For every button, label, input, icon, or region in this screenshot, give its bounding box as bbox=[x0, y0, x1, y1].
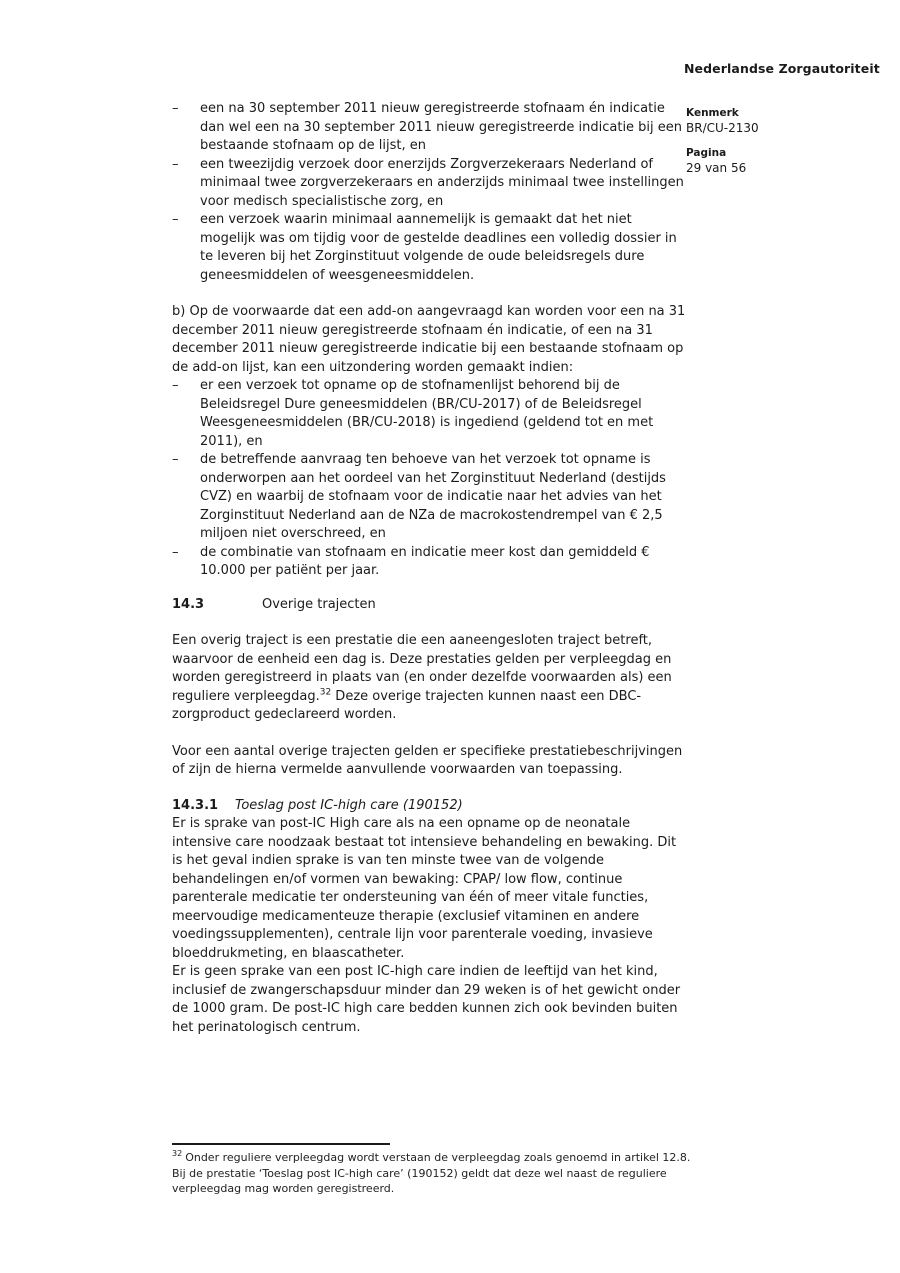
paragraph-condition-b: b) Op de voorwaarde dat een add-on aangevraagd kan worden voor een na 31 december 2011 nieuw geregistreerde stofnaam én indicatie, of een na 31 december 2011 nieuw geregistreerde indicatie bij een bestaande stofnaam op de add-on lijst, kan een uitzondering worden gemaakt indien: bbox=[172, 304, 686, 375]
list-item-text: de betreffende aanvraag ten behoeve van het verzoek tot opname is onderworpen aan het oordeel van het Zorginstituut Nederland (destijds CVZ) en waarbij de stofnaam voor de indicatie naar het advies van het Zorginstituut Nederland aan de NZa de macrokostendrempel van € 2,5 miljoen niet overschreed, en bbox=[200, 452, 666, 541]
list-item bbox=[172, 100, 686, 156]
body-text-column bbox=[172, 100, 686, 1037]
footnote-text bbox=[172, 1150, 692, 1197]
footnote-block bbox=[172, 1143, 692, 1197]
list-item bbox=[172, 544, 686, 581]
section-number: 14.3 bbox=[172, 596, 205, 612]
list-item bbox=[172, 156, 686, 212]
dash-bullet: – bbox=[172, 156, 179, 172]
paragraph-post-ic-definition: Er is sprake van post-IC High care als na een opname op de neonatale intensive care noodzaak bestaat tot intensieve behandeling en bewaking. Dit is het geval indien sprake is van ten minste twee van de volgende behandelingen en/of vormen van bewaking: CPAP/ low flow, continue parenterale medicatie ter ondersteuning van één of meer vitale functies, meervoudige medicamenteuze therapie (exclusief vitaminen en andere voedingssupplementen), centrale lijn voor parenterale voeding, invasieve bloeddrukmeting, en blaascatheter. bbox=[172, 816, 677, 961]
paragraph-overig-traject bbox=[172, 632, 686, 725]
conditions-list-a bbox=[172, 100, 686, 285]
conditions-list-b bbox=[172, 377, 686, 581]
dash-bullet: – bbox=[172, 544, 179, 560]
list-item bbox=[172, 451, 686, 544]
list-item-text: een tweezijdig verzoek door enerzijds Zorgverzekeraars Nederland of minimaal twee zorgverzekeraars en anderzijds minimaal twee instellingen voor medisch specialistische zorg, en bbox=[200, 156, 684, 209]
list-item-text: een verzoek waarin minimaal aannemelijk is gemaakt dat het niet mogelijk was om tijdig voor de gestelde deadlines een volledig dossier in te leveren bij het Zorginstituut volgende de oude beleidsregels dure geneesmiddelen of weesgeneesmiddelen. bbox=[200, 212, 677, 283]
kenmerk-value: BR/CU-2130 bbox=[686, 121, 759, 135]
dash-bullet: – bbox=[172, 101, 179, 116]
list-item bbox=[172, 211, 686, 285]
paragraph-specifieke-voorwaarden: Voor een aantal overige trajecten gelden er specifieke prestatiebeschrijvingen of zijn de hierna vermelde aanvullende voorwaarden van toepassing. bbox=[172, 743, 683, 777]
list-item-text: de combinatie van stofnaam en indicatie meer kost dan gemiddeld € 10.000 per patiënt per jaar. bbox=[200, 544, 650, 578]
dash-bullet: – bbox=[172, 212, 179, 227]
dash-bullet: – bbox=[172, 452, 179, 467]
kenmerk-label: Kenmerk bbox=[686, 107, 739, 119]
section-heading-14-3 bbox=[172, 596, 686, 615]
paragraph-text-part1: Een overig traject is een prestatie die een aaneengesloten traject betreft, waarvoor de eenheid een dag is. Deze prestaties gelden per verpleegdag en worden geregistreerd in plaats van (en onder dezelfde voorwaarden als) een reguliere verpleegdag. bbox=[172, 633, 672, 704]
section-number: 14.3.1 bbox=[172, 797, 219, 813]
pagina-label: Pagina bbox=[686, 147, 727, 159]
dash-bullet: – bbox=[172, 378, 179, 393]
section-heading-14-3-1 bbox=[172, 797, 686, 816]
list-item-text: er een verzoek tot opname op de stofnamenlijst behorend bij de Beleidsregel Dure geneesmiddelen (BR/CU-2017) of de Beleidsregel Weesgeneesmiddelen (BR/CU-2018) is ingediend (geldend tot en met 2011), en bbox=[200, 378, 654, 449]
list-item-text: een na 30 september 2011 nieuw geregistreerde stofnaam én indicatie dan wel een na 30 september 2011 nieuw geregistreerde indicatie bij een bestaande stofnaam op de lijst, en bbox=[200, 101, 683, 153]
footnote-divider bbox=[172, 1143, 390, 1145]
paragraph-post-ic-exclusion: Er is geen sprake van een post IC-high care indien de leeftijd van het kind, inclusief de zwangerschapsduur minder dan 29 weken is of het gewicht onder de 1000 gram. De post-IC high care bedden kunnen zich ook bevinden buiten het perinatologisch centrum. bbox=[172, 964, 681, 1035]
footnote-reference-32: 32 bbox=[319, 687, 332, 698]
section-title: Overige trajecten bbox=[262, 596, 376, 612]
footnote-number: 32 bbox=[172, 1149, 183, 1159]
paragraph-text-part2: Deze overige trajecten kunnen naast een DBC-zorgproduct gedeclareerd worden. bbox=[172, 688, 642, 722]
footnote-body: Onder reguliere verpleegdag wordt verstaan de verpleegdag zoals genoemd in artikel 12.8. Bij de prestatie ‘Toeslag post IC-high care’ (190152) geldt dat deze wel naast de reguliere verpleegdag mag worden geregistreerd. bbox=[172, 1151, 691, 1195]
list-item bbox=[172, 377, 686, 451]
document-meta bbox=[686, 107, 846, 187]
pagina-value: 29 van 56 bbox=[686, 161, 747, 175]
org-brand: Nederlandse Zorgautoriteit bbox=[684, 61, 880, 76]
section-title: Toeslag post IC-high care (190152) bbox=[235, 797, 463, 813]
